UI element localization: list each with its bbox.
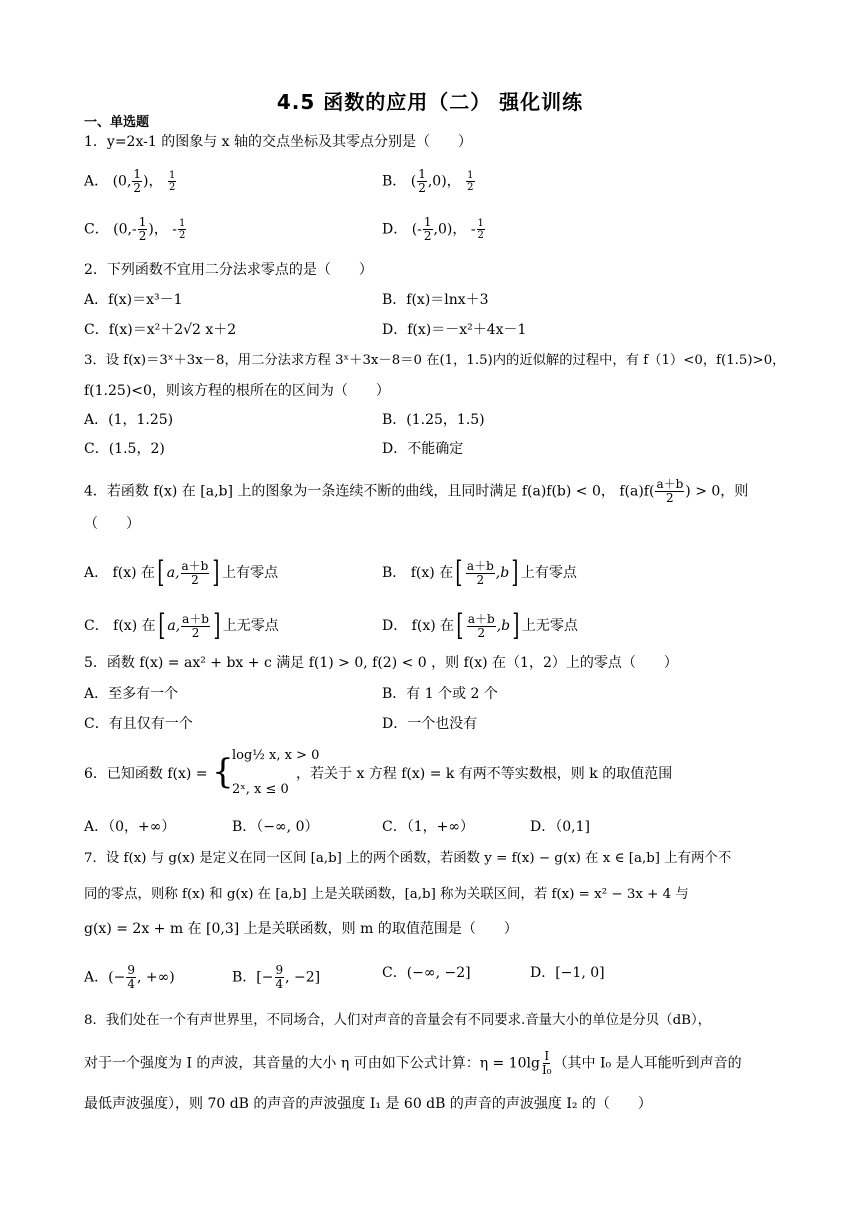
q1-a-zero: $\frac{1}{2}$ bbox=[168, 170, 176, 193]
q7-stem-line1: 7．设 f(x) 与 g(x) 是定义在同一区间 [a,b] 上的两个函数，若函数 y = f(x) − g(x) 在 x ∈ [a,b] 上有两个不 bbox=[84, 851, 732, 866]
q6-brace: { bbox=[212, 752, 234, 792]
q4-stem-tail: ) > 0，则 bbox=[685, 483, 749, 500]
q1-stem: 1．y=2x-1 的图象与 x 轴的交点坐标及其零点分别是（ ） bbox=[84, 134, 472, 150]
q5-option-a[interactable]: A．至多有一个 bbox=[84, 686, 179, 702]
q7-b-open: [− bbox=[256, 969, 274, 986]
q1-a-coord-close: )， bbox=[143, 173, 163, 190]
q4-option-d[interactable]: D． f(x) 在[ $\frac{a+b}{2}$ ,b] 上无零点 bbox=[382, 608, 578, 643]
q8-formula-fraction: $\frac{I}{\text{I₀}}$ bbox=[542, 1049, 552, 1077]
q1-c-open: (0, bbox=[113, 221, 132, 238]
q6-stem-post: ，若关于 x 方程 f(x) = k 有两不等实数根，则 k 的取值范围 bbox=[296, 766, 673, 782]
q1-d-label: D． bbox=[382, 221, 408, 238]
q2-option-a[interactable]: A．f(x)＝x³－1 bbox=[84, 292, 183, 308]
q7-option-c[interactable]: C．(−∞, −2] bbox=[382, 965, 471, 981]
q1-option-c[interactable] bbox=[84, 216, 187, 243]
q4-d-post: 上无零点 bbox=[521, 618, 578, 634]
q4-stem-fraction: $\frac{a+b}{2}$ bbox=[656, 477, 684, 505]
q8-formula-text: 对于一个强度为 I 的声波，其音量的大小 η 可由如下公式计算：η = 10lg bbox=[84, 1055, 540, 1072]
q1-b-open: ( bbox=[410, 173, 417, 190]
q1-a-fraction: $\frac{1}{2}$ bbox=[133, 167, 142, 195]
q5-option-b[interactable]: B．有 1 个或 2 个 bbox=[382, 686, 498, 702]
q3-option-d[interactable]: D．不能确定 bbox=[382, 441, 464, 457]
q4-stem-line1 bbox=[84, 478, 748, 505]
q1-c-neg: - bbox=[132, 221, 137, 238]
q1-a-label: A． bbox=[84, 173, 109, 190]
q8-stem-line2 bbox=[84, 1050, 742, 1077]
q4-option-c[interactable]: C． f(x) 在[ a, $\frac{a+b}{2}$ ] 上无零点 bbox=[84, 608, 279, 643]
q7-b-fraction: $\frac{9}{4}$ bbox=[275, 963, 284, 991]
q1-c-label: C． bbox=[84, 221, 109, 238]
q6-option-c[interactable]: C．（1，+∞） bbox=[382, 819, 475, 835]
q4-b-right: ,b bbox=[495, 565, 510, 581]
page-title: 4.5 函数的应用（二） 强化训练 bbox=[276, 90, 584, 114]
q2-option-c[interactable]: C．f(x)＝x²＋2√2 x＋2 bbox=[84, 322, 237, 338]
q1-d-zero: $\frac{1}{2}$ bbox=[477, 218, 484, 241]
q5-option-c[interactable]: C．有且仅有一个 bbox=[84, 716, 193, 732]
q4-option-b[interactable]: B． f(x) 在[ $\frac{a+b}{2}$ ,b] 上有零点 bbox=[382, 555, 577, 590]
q6-stem-pre: 6．已知函数 f(x) = bbox=[84, 766, 208, 782]
q2-option-b[interactable]: B．f(x)＝lnx＋3 bbox=[382, 292, 489, 308]
q3-option-b[interactable]: B．(1.25，1.5) bbox=[382, 412, 485, 428]
q4-d-fraction: $\frac{a+b}{2}$ bbox=[467, 611, 495, 640]
q1-b-fraction: $\frac{1}{2}$ bbox=[418, 167, 426, 195]
q5-stem: 5．函数 f(x) = ax² + bx + c 满足 f(1) > 0, f(2) < 0 ，则 f(x) 在（1，2）上的零点（ ） bbox=[84, 655, 678, 671]
q1-b-zero: $\frac{1}{2}$ bbox=[467, 170, 474, 193]
q1-d-fraction: $\frac{1}{2}$ bbox=[423, 215, 432, 243]
q4-stem-text: 4．若函数 f(x) 在 [a,b] 上的图象为一条连续不断的曲线，且同时满足 f(a)f(b) < 0， f(a)f( bbox=[84, 483, 655, 500]
q3-stem-line2: f(1.25)<0，则该方程的根所在的区间为（ ） bbox=[84, 383, 390, 399]
q7-a-close: , +∞) bbox=[136, 969, 175, 986]
q4-a-post: 上有零点 bbox=[222, 565, 279, 581]
q3-option-a[interactable]: A．(1，1.25) bbox=[84, 412, 174, 428]
q1-d-zero-neg: - bbox=[470, 221, 476, 238]
q2-stem: 2．下列函数不宜用二分法求零点的是（ ） bbox=[84, 262, 373, 278]
q6-case-1: log½ x, x > 0 bbox=[232, 748, 320, 763]
q4-b-fraction: $\frac{a+b}{2}$ bbox=[466, 558, 494, 587]
q7-a-label: A． bbox=[84, 969, 109, 986]
q4-b-pre: B． f(x) 在 bbox=[382, 565, 454, 581]
q7-a-fraction: $\frac{9}{4}$ bbox=[127, 963, 135, 991]
q8-stem-line1: 8．我们处在一个有声世界里，不同场合，人们对声音的音量会有不同要求.音量大小的单位是分贝（dB）， bbox=[84, 1013, 712, 1028]
q1-option-a[interactable] bbox=[84, 168, 177, 195]
q7-b-label: B． bbox=[232, 969, 257, 986]
q1-b-close: ,0)， bbox=[427, 173, 461, 190]
q2-option-d[interactable]: D．f(x)＝－x²＋4x－1 bbox=[382, 322, 527, 338]
q1-a-coord-open: (0, bbox=[112, 173, 132, 190]
q4-a-left: a, bbox=[166, 565, 180, 581]
q4-b-post: 上有零点 bbox=[520, 565, 577, 581]
q7-stem-line2: 同的零点，则称 f(x) 和 g(x) 在 [a,b] 上是关联函数，[a,b] 称为关联区间，若 f(x) = x² − 3x + 4 与 bbox=[84, 887, 689, 902]
q3-option-c[interactable]: C．(1.5，2) bbox=[84, 441, 165, 457]
q7-option-d[interactable]: D．[−1, 0] bbox=[530, 965, 605, 981]
q5-option-d[interactable]: D．一个也没有 bbox=[382, 716, 478, 732]
q8-stem-tail: （其中 I₀ 是人耳能听到声音的 bbox=[553, 1055, 742, 1072]
q7-b-close: , −2] bbox=[285, 969, 321, 986]
q7-option-b[interactable] bbox=[232, 964, 320, 991]
section-heading: 一、单选题 bbox=[84, 115, 150, 130]
q4-a-pre: A． f(x) 在 bbox=[84, 565, 156, 581]
q4-option-a[interactable]: A． f(x) 在[ a, $\frac{a+b}{2}$ ] 上有零点 bbox=[84, 555, 279, 590]
q1-c-close: )， bbox=[148, 221, 168, 238]
q1-d-open: ( bbox=[411, 221, 418, 238]
q1-d-close: ,0)， bbox=[433, 221, 467, 238]
q7-option-a[interactable] bbox=[84, 964, 175, 991]
q1-c-fraction: $\frac{1}{2}$ bbox=[138, 215, 147, 243]
q7-a-open: (− bbox=[108, 969, 126, 986]
q1-option-b[interactable] bbox=[382, 168, 476, 195]
q1-c-zero-neg: - bbox=[172, 221, 178, 238]
q4-d-pre: D． f(x) 在 bbox=[382, 618, 455, 634]
q1-c-zero: $\frac{1}{2}$ bbox=[179, 218, 186, 241]
q4-c-fraction: $\frac{a+b}{2}$ bbox=[182, 611, 209, 640]
q6-option-d[interactable]: D．（0,1] bbox=[530, 819, 590, 835]
q1-d-neg: - bbox=[417, 221, 422, 238]
q4-c-pre: C． f(x) 在 bbox=[84, 618, 156, 634]
q7-stem-line3: g(x) = 2x + m 在 [0,3] 上是关联函数，则 m 的取值范围是（ ） bbox=[84, 921, 518, 937]
q1-b-label: B． bbox=[382, 173, 407, 190]
q4-d-right: ,b bbox=[496, 618, 511, 634]
q8-stem-line3: 最低声波强度），则 70 dB 的声音的声波强度 I₁ 是 60 dB 的声音的声波强度 I₂ 的（ ） bbox=[84, 1096, 652, 1112]
q4-stem-line2: （ ） bbox=[84, 516, 140, 532]
q6-option-b[interactable]: B．（−∞, 0） bbox=[232, 819, 319, 835]
q4-c-post: 上无零点 bbox=[222, 618, 279, 634]
q6-case-2: 2ˣ, x ≤ 0 bbox=[232, 782, 289, 797]
q3-stem-line1: 3．设 f(x)＝3ˣ＋3x－8，用二分法求方程 3ˣ＋3x－8＝0 在(1，1.5)内的近似解的过程中，有 f（1）<0，f(1.5)>0， bbox=[84, 353, 786, 368]
q4-c-left: a, bbox=[167, 618, 181, 634]
q1-option-d[interactable] bbox=[382, 216, 486, 243]
q6-option-a[interactable]: A．（0，+∞） bbox=[84, 819, 176, 835]
q4-a-fraction: $\frac{a+b}{2}$ bbox=[181, 558, 209, 587]
